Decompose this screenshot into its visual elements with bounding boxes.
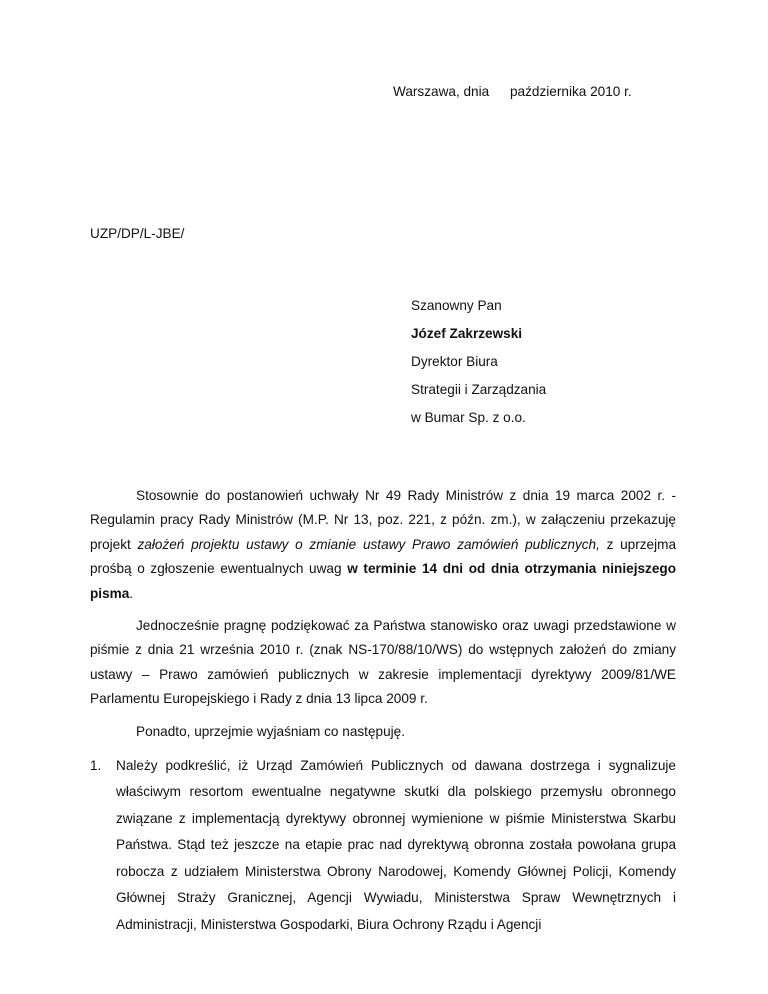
paragraph-1-part1: Stosownie do postanowień uchwały Nr 49 Rady Ministrów z dnia 19 marca 2002 r. - Regulamin pracy Rady Ministrów (M.P. Nr 13, poz. 221, z późn. zm.), w załączeniu przekazuję projekt [90, 488, 676, 552]
paragraph-1-italic: założeń projektu ustawy o zmianie ustawy Prawo zamówień publicznych, [137, 536, 600, 552]
paragraph-3: Ponadto, uprzejmie wyjaśniam co następuję. [136, 723, 406, 739]
recipient-salutation: Szanowny Pan [411, 298, 502, 313]
recipient-name: Józef Zakrzewski [411, 326, 523, 341]
numbered-list [90, 753, 676, 938]
paragraph-2: Jednocześnie pragnę podziękować za Państwa stanowisko oraz uwagi przedstawione w piśmie z dnia 21 września 2010 r. (znak NS-170/88/10/WS) do wstępnych założeń do zmiany ustawy – Prawo zamówień publicznych w zakresie implementacji dyrektywy 2009/81/WE Parlamentu Europejskiego i Rady z dnia 13 lipca 2009 r. [90, 618, 676, 707]
recipient-position-line1: Dyrektor Biura [411, 354, 498, 369]
list-item [90, 753, 676, 938]
paragraph-1-part2: z uprzejma prośbą o zgłoszenie ewentualnych uwag [90, 536, 677, 577]
paragraph-1-bold: w terminie 14 dni od dnia otrzymania niniejszego pisma [90, 561, 676, 601]
paragraph-1-end: . [129, 585, 134, 601]
date-line [0, 84, 768, 104]
list-item-number: 1. [90, 758, 102, 774]
list-item-text: Należy podkreślić, iż Urząd Zamówień Publicznych od dawana dostrzega i sygnalizuje właściwym resortom ewentualne negatywne skutki dla polskiego przemysłu obronnego związane z implementacją dyrektywy obronnej wymienione w piśmie Ministerstwa Skarbu Państwa. Stąd też jeszcze na etapie prac nad dyrektywą obronna została powołana grupa robocza z udziałem Ministerstwa Obrony Narodowej, Komendy Głównej Policji, Komendy Głównej Straży Granicznej, Agencji Wywiadu, Ministerstwa Spraw Wewnętrznych i Administracji, Ministerstwa Gospodarki, Biura Ochrony Rządu i Agencji [116, 758, 676, 932]
letter-body [90, 484, 676, 938]
reference-number: UZP/DP/L-JBE/ [90, 226, 185, 241]
recipient-address-block [411, 292, 731, 432]
recipient-position-line2: Strategii i Zarządzania [411, 382, 547, 397]
date-month-year: października 2010 r. [510, 84, 632, 99]
recipient-company: w Bumar Sp. z o.o. [411, 410, 526, 425]
date-place: Warszawa, dnia [393, 84, 490, 99]
paragraph-1 [90, 484, 676, 606]
